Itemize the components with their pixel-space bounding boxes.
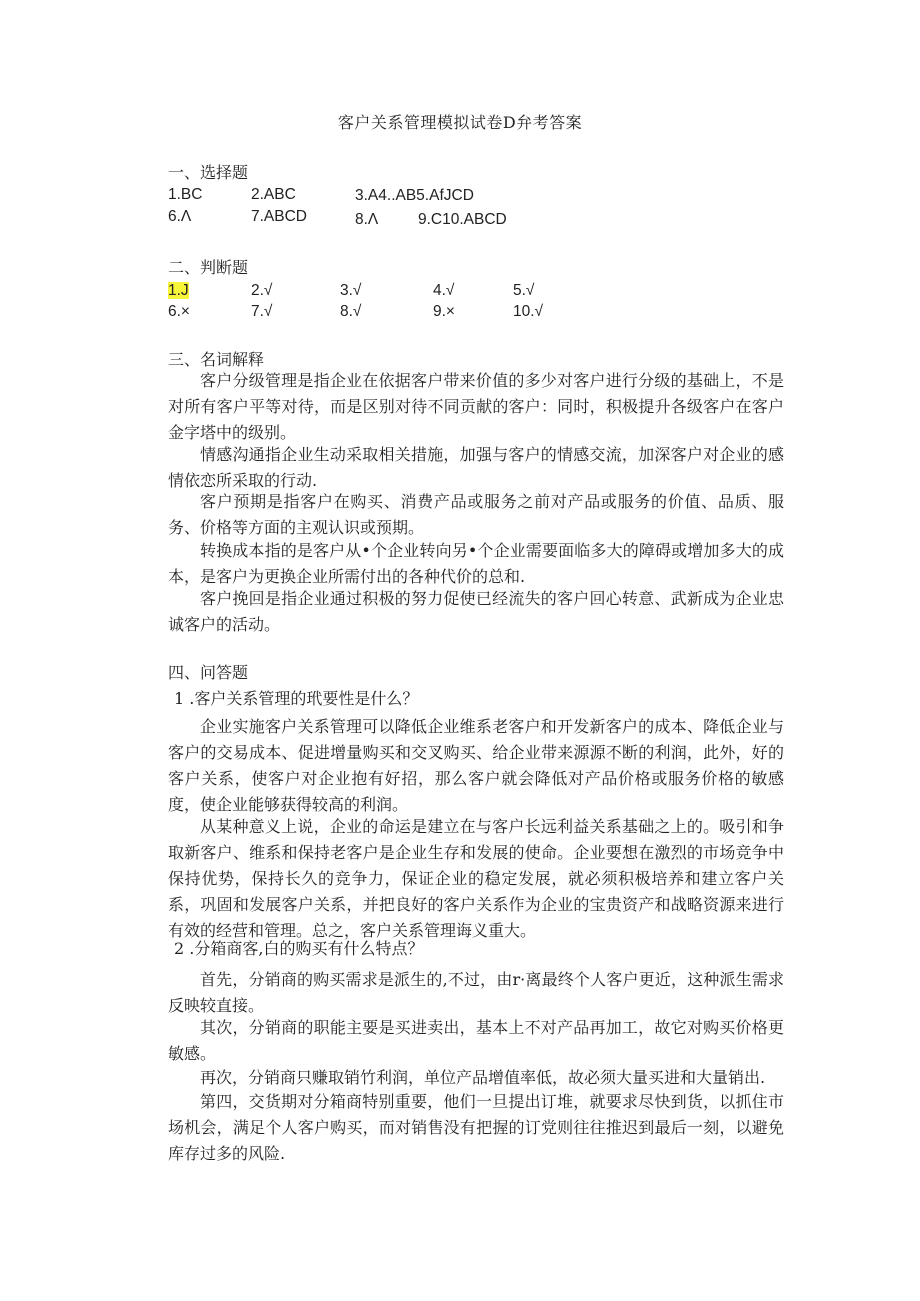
judge-answer: 7.√: [251, 303, 273, 320]
choice-answer: 7.ABCD: [251, 208, 307, 225]
highlight: 1.J: [168, 282, 189, 299]
judge-answer: 9.×: [433, 303, 455, 320]
answer-paragraph: 首先，分销商的购买需求是派生的,不过，由r·离最终个人客户更近，这种派生需求反映较直接。: [168, 970, 784, 1015]
judge-answer: [168, 282, 189, 300]
choice-answer: 1.BC: [168, 186, 203, 203]
judge-answer: 10.√: [513, 303, 544, 320]
answer-paragraph: 第四，交货期对分箱商特别重要，他们一旦提出订堆，就要求尽快到货，以抓住市场机会，满足个人客户购买，而对销售没有把握的订党则往往推迟到最后一刻，以避免库存过多的风险.: [168, 1092, 784, 1163]
section-heading-qa: 四、问答题: [168, 663, 249, 682]
judge-answer: 8.√: [340, 303, 362, 320]
judge-answer: 3.√: [340, 282, 362, 299]
term-paragraph: 情感沟通指企业生动采取相关措施，加强与客户的情感交流，加深客户对企业的感情依恋所采取的行动.: [168, 445, 784, 490]
term-paragraph: 客户分级管理是指企业在依据客户带来价值的多少对客户进行分级的基础上，不是对所有客户平等对待，而是区别对待不同贡献的客户：同时，积极提升各级客户在客户金字塔中的级别。: [168, 371, 784, 442]
answer-paragraph: 企业实施客户关系管理可以降低企业维系老客户和开发新客户的成本、降低企业与客户的交易成本、促进增量购买和交叉购买、给企业带来源源不断的利润，此外，好的客户关系，使客户对企业抱有好招，那么客户就会降低对产品价格或服务价格的敏感度，使企业能够获得较高的利润。: [168, 717, 784, 814]
choice-answer: 8.Λ: [355, 211, 379, 228]
judge-answer: 5.√: [513, 282, 535, 299]
choice-answer: 2.ABC: [251, 186, 296, 203]
judge-answer: 4.√: [433, 282, 455, 299]
choice-answer: 3.A4..AB5.AfJCD: [355, 187, 474, 204]
judge-answer: 6.×: [168, 303, 190, 320]
term-paragraph: 客户挽回是指企业通过积极的努力促使已经流失的客户回心转意、武新成为企业忠诚客户的活动。: [168, 589, 784, 634]
choice-answer: 6.Λ: [168, 208, 192, 225]
section-heading-terms: 三、名词解释: [168, 350, 265, 369]
judge-answer: 2.√: [251, 282, 273, 299]
term-paragraph: 转换成本指的是客户从•个企业转向另•个企业需要面临多大的障碍或增加多大的成本，是客户为更换企业所需付出的各种代价的总和.: [168, 541, 784, 586]
section-heading-judge: 二、判断题: [168, 258, 249, 277]
answer-paragraph: 再次，分销商只赚取销竹利润，单位产品增值率低，故必须大量买进和大量销出.: [200, 1068, 766, 1087]
question-1: 1 .客户关系管理的玳要性是什么？: [174, 689, 419, 708]
document-title: 客户关系管理模拟试卷D弁考答案: [337, 113, 583, 132]
term-paragraph: 客户预期是指客户在购买、消费产品或服务之前对产品或服务的价值、品质、服务、价格等方面的主观认识或预期。: [168, 492, 784, 537]
choice-answer: 9.C10.ABCD: [418, 211, 507, 228]
answer-paragraph: 从某种意义上说，企业的命运是建立在与客户长远利益关系基础之上的。吸引和争取新客户、维系和保持老客户是企业生存和发展的使命。企业要想在激烈的市场竞争中保持优势，保持长久的竞争力，保证企业的稳定发展，就必须积极培养和建立客户关系，巩固和发展客户关系，并把良好的客户关系作为企业的宝贵资产和战略资源来进行有效的经营和管理。总之，客户关系管理诲义重大。: [168, 817, 784, 940]
question-2: 2 .分箱商客,白的购买有什么特点？: [174, 939, 424, 958]
answer-paragraph: 其次，分销商的职能主要是买进卖出，基本上不对产品再加工，故它对购买价格更敏感。: [168, 1018, 784, 1063]
section-heading-choice: 一、选择题: [168, 163, 249, 182]
